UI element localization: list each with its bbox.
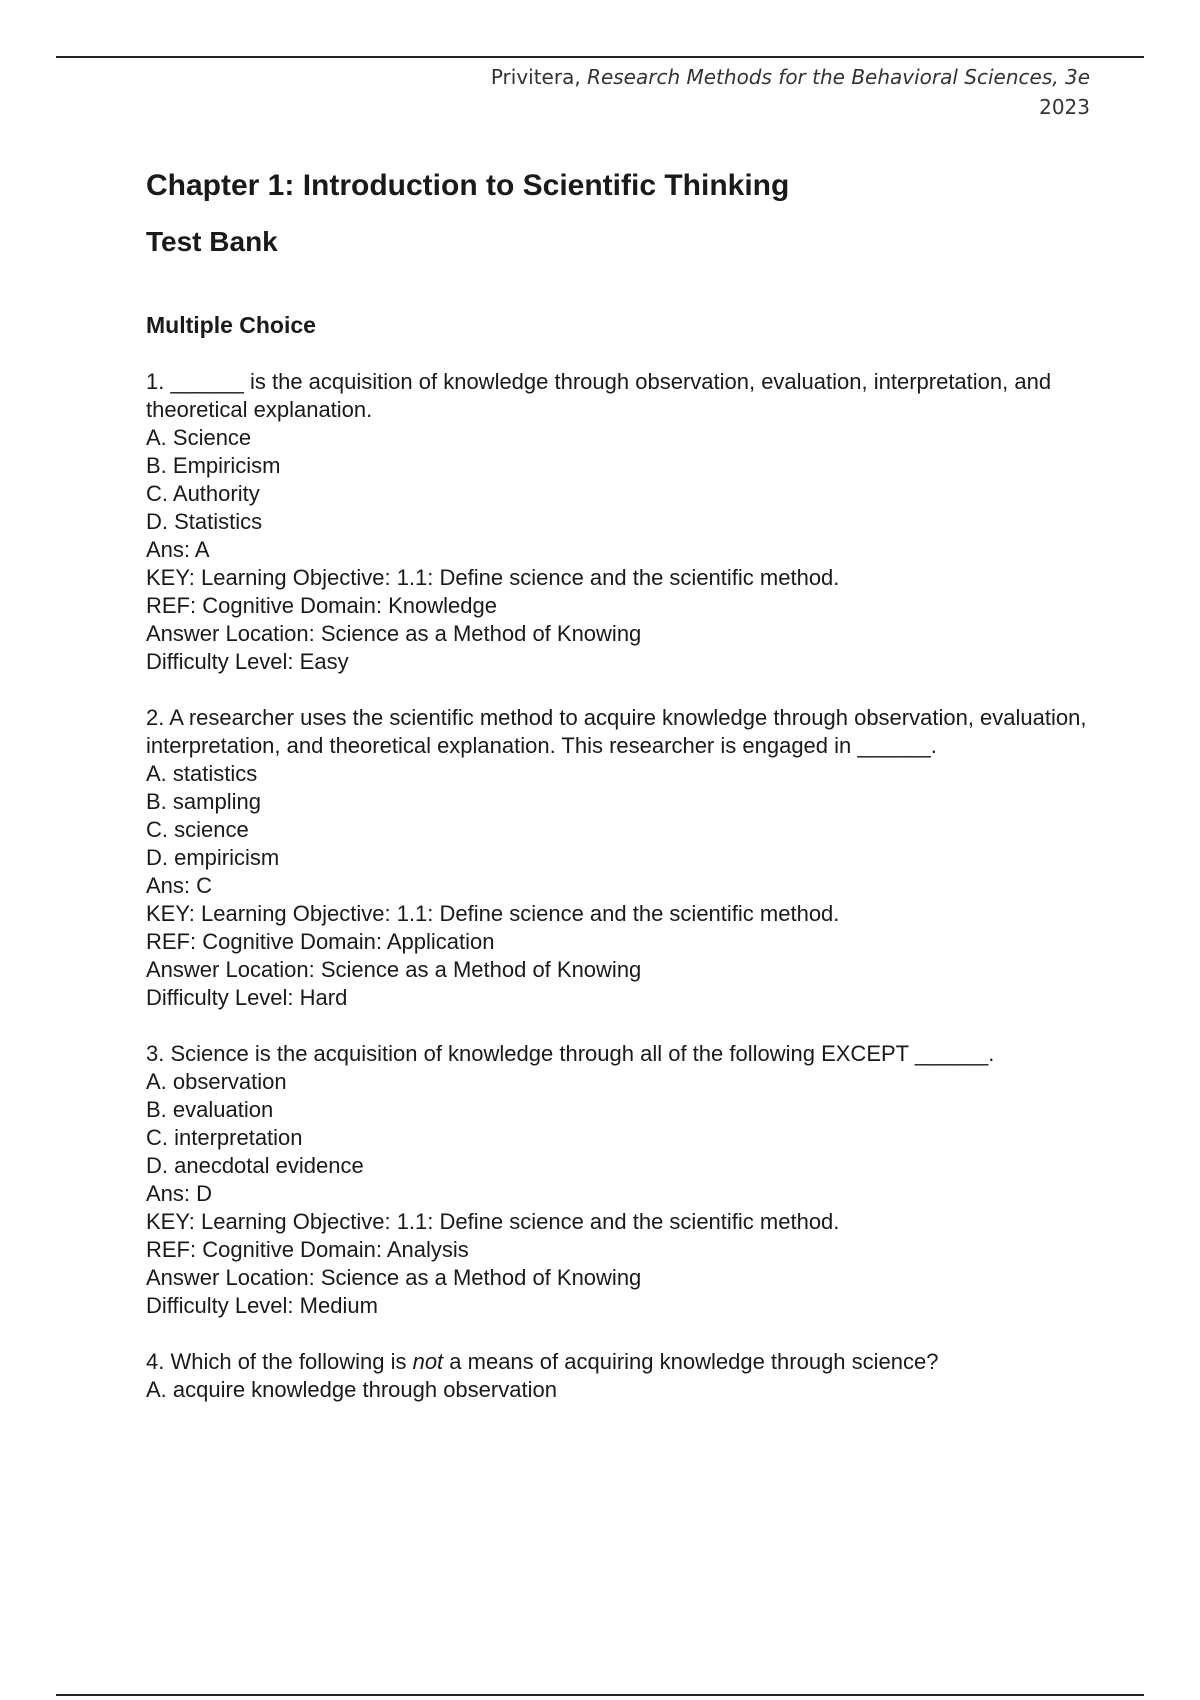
answer-option: B. sampling: [146, 789, 261, 814]
answer-option: A. statistics: [146, 761, 258, 786]
answer-option: D. Statistics: [146, 509, 263, 534]
question-1: [146, 368, 1106, 676]
question-stem-emphasis: not: [412, 1349, 444, 1374]
bottom-rule: [56, 1694, 1144, 1696]
question-stem: 2. A researcher uses the scientific method to acquire knowledge through observation, evaluation, interpretation, and theoretical explanation. This researcher is engaged in ______.: [146, 705, 1087, 758]
answer-option: C. interpretation: [146, 1125, 303, 1150]
answer-key: Ans: A: [146, 537, 210, 562]
question-stem-end: a means of acquiring knowledge through science?: [443, 1349, 939, 1374]
header-book-title: Research Methods for the Behavioral Sciences, 3e: [587, 65, 1090, 89]
answer-option: A. acquire knowledge through observation: [146, 1377, 557, 1402]
question-4: [146, 1348, 1106, 1404]
learning-objective: KEY: Learning Objective: 1.1: Define science and the scientific method.: [146, 1209, 840, 1234]
answer-option: C. Authority: [146, 481, 260, 506]
header-author: Privitera,: [490, 65, 588, 89]
test-bank-title: Test Bank: [146, 226, 278, 257]
cognitive-domain: REF: Cognitive Domain: Application: [146, 929, 495, 954]
chapter-title: Chapter 1: Introduction to Scientific Thinking: [146, 169, 790, 202]
document-body: [146, 166, 1106, 1404]
answer-option: A. Science: [146, 425, 252, 450]
running-header: [491, 62, 1090, 122]
learning-objective: KEY: Learning Objective: 1.1: Define science and the scientific method.: [146, 901, 840, 926]
answer-option: B. evaluation: [146, 1097, 274, 1122]
answer-key: Ans: C: [146, 873, 213, 898]
difficulty-level: Difficulty Level: Easy: [146, 649, 349, 674]
answer-option: D. anecdotal evidence: [146, 1153, 364, 1178]
answer-option: C. science: [146, 817, 249, 842]
question-stem: [146, 1348, 1106, 1376]
header-year: 2023: [1039, 95, 1090, 119]
learning-objective: KEY: Learning Objective: 1.1: Define science and the scientific method.: [146, 565, 840, 590]
answer-option: A. observation: [146, 1069, 287, 1094]
question-3: [146, 1040, 1106, 1320]
answer-location: Answer Location: Science as a Method of Knowing: [146, 621, 642, 646]
answer-location: Answer Location: Science as a Method of Knowing: [146, 1265, 642, 1290]
cognitive-domain: REF: Cognitive Domain: Knowledge: [146, 593, 497, 618]
answer-option: B. Empiricism: [146, 453, 281, 478]
difficulty-level: Difficulty Level: Hard: [146, 985, 348, 1010]
answer-option: D. empiricism: [146, 845, 280, 870]
cognitive-domain: REF: Cognitive Domain: Analysis: [146, 1237, 469, 1262]
question-stem-start: 4. Which of the following is: [146, 1349, 413, 1374]
section-title: Multiple Choice: [146, 312, 316, 338]
difficulty-level: Difficulty Level: Medium: [146, 1293, 378, 1318]
answer-key: Ans: D: [146, 1181, 213, 1206]
top-rule: [56, 56, 1144, 58]
question-stem: 3. Science is the acquisition of knowledge through all of the following EXCEPT ______.: [146, 1041, 995, 1066]
question-stem: 1. ______ is the acquisition of knowledge through observation, evaluation, interpretation, and theoretical explanation.: [146, 369, 1052, 422]
question-2: [146, 704, 1106, 1012]
header-citation: [491, 62, 1090, 92]
answer-location: Answer Location: Science as a Method of Knowing: [146, 957, 642, 982]
